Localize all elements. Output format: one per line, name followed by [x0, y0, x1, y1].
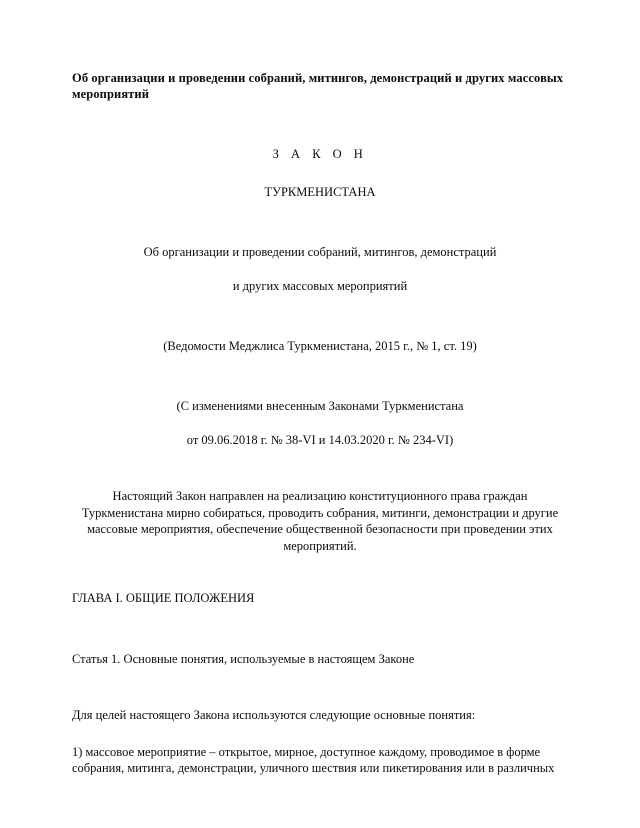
spacer: [72, 200, 568, 244]
article-intro-text: Для целей настоящего Закона используются следующие основные понятия:: [72, 708, 476, 722]
spacer: [72, 354, 568, 398]
spacer: [72, 102, 568, 146]
spacer: [72, 448, 568, 488]
document-content: [72, 70, 568, 777]
definition-item-1: [72, 744, 568, 777]
law-word-heading: З А К О Н: [272, 147, 368, 161]
subtitle-line-1: Об организации и проведении собраний, митингов, демонстраций: [143, 245, 497, 259]
spacer: [72, 414, 568, 432]
preamble-line-2: Туркменистана мирно собираться, проводить собрания, митинги, демонстрации и другие: [81, 505, 559, 520]
definition-1-line-1: 1) массовое мероприятие – открытое, мирное, доступное каждому, проводимое в форме: [72, 744, 541, 759]
page-title: Об организации и проведении собраний, митингов, демонстраций и других массовых мероприятий: [72, 71, 564, 101]
spacer: [72, 667, 568, 707]
subtitle-line-2: и других массовых мероприятий: [232, 279, 408, 293]
definition-1-line-2: собрания, митинга, демонстрации, уличного шествия или пикетирования или в различных: [72, 761, 555, 775]
amendments-line-1: (С изменениями внесенным Законами Туркменистана: [176, 399, 464, 413]
country-heading: ТУРКМЕНИСТАНА: [264, 185, 376, 199]
preamble-paragraph: [72, 488, 568, 554]
spacer: [72, 260, 568, 278]
preamble-line-3: массовые мероприятия, обеспечение общественной безопасности при проведении этих: [87, 522, 553, 536]
preamble-line-1: Настоящий Закон направлен на реализацию конституционного права граждан: [112, 489, 528, 503]
article-heading: Статья 1. Основные понятия, используемые в настоящем Законе: [72, 651, 415, 666]
spacer: [72, 554, 568, 590]
spacer: [72, 162, 568, 184]
source-reference: (Ведомости Меджлиса Туркменистана, 2015 г., № 1, ст. 19): [163, 339, 477, 353]
spacer: [72, 607, 568, 651]
chapter-heading: ГЛАВА I. ОБЩИЕ ПОЛОЖЕНИЯ: [72, 591, 255, 605]
preamble-line-4: мероприятий.: [283, 538, 357, 553]
amendments-line-2: от 09.06.2018 г. № 38-VI и 14.03.2020 г. № 234-VI): [186, 433, 454, 447]
spacer: [72, 724, 568, 744]
spacer: [72, 294, 568, 338]
